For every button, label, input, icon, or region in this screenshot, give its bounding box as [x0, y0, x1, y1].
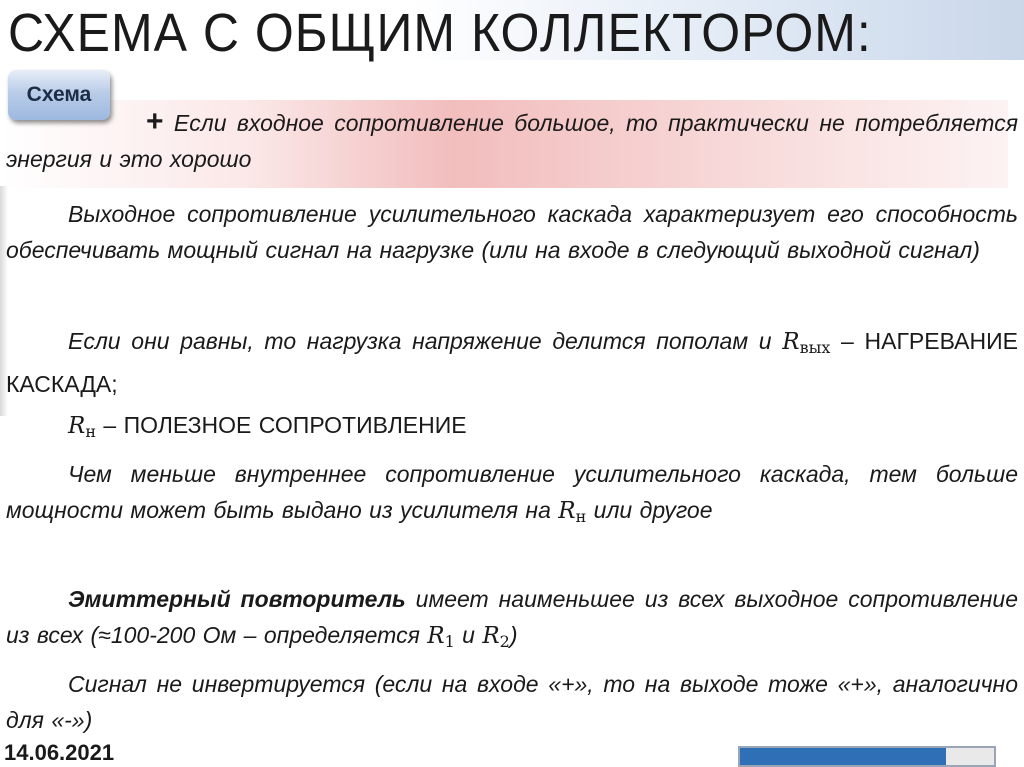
paragraph-text: ) [509, 622, 518, 648]
approx-sign: ≈ [98, 622, 111, 648]
schema-button[interactable]: Схема [8, 70, 110, 120]
paragraph-output-resistance [6, 196, 1018, 268]
paragraph-equal-resistance [6, 323, 1018, 402]
resistance-subscript: н [85, 422, 96, 441]
paragraph-internal-resistance [6, 456, 1018, 535]
paragraph-text: – определяется [236, 622, 428, 648]
paragraph-text: Если они равны, то нагрузка напряжение делится пополам и [68, 328, 783, 354]
paragraph-text: Если входное сопротивление большое, то практически не потребляется энергия и это хорошо [6, 110, 1018, 172]
footer-date: 14.06.2021 [4, 740, 115, 765]
resistance-subscript: 1 [444, 632, 455, 651]
paragraph-text: – НАГРЕВАНИЕ КАСКАДА; [6, 328, 1018, 397]
resistance-symbol: R [782, 329, 800, 355]
resistance-symbol: R [558, 498, 576, 524]
paragraph-text: Чем меньше внутреннее сопротивление усилительного каскада, тем больше мощности может быть выдано из усилителя на [6, 461, 1018, 523]
resistance-symbol: R [68, 413, 86, 439]
paragraph-text: Выходное сопротивление усилительного каскада характеризует его способность обеспечивать мощный сигнал на нагрузке (или на входе в следующий выходной сигнал) [6, 201, 1018, 263]
paragraph-emitter-follower [6, 581, 1018, 660]
paragraph-text: имеет наименьшее из всех выходное сопротивление из всех ( [6, 586, 1018, 648]
paragraph-input-resistance [6, 104, 1018, 177]
paragraph-text: Сигнал не инвертируется (если на входе «+», то на выходе тоже «+», аналогично для «-») [6, 671, 1018, 733]
slide-progress-fill [740, 748, 946, 765]
slide-progress-bar [738, 746, 996, 767]
resistance-subscript: н [575, 507, 587, 526]
resistance-symbol: R [482, 623, 500, 649]
paragraph-text: – ПОЛЕЗНОЕ СОПРОТИВЛЕНИЕ [96, 412, 467, 438]
plus-sign: + [146, 105, 164, 138]
paragraph-load-resistance [6, 407, 1018, 450]
emitter-follower-term: Эмиттерный повторитель [68, 586, 406, 612]
slide-title: СХЕМА С ОБЩИМ КОЛЛЕКТОРОМ: [8, 2, 872, 63]
resistance-symbol: R [427, 623, 445, 649]
paragraph-text: и [454, 622, 483, 648]
resistance-range: 100-200 Ом [110, 622, 237, 648]
paragraph-text: или другое [586, 497, 713, 523]
resistance-subscript: вых [799, 338, 831, 357]
resistance-subscript: 2 [499, 632, 510, 651]
paragraph-non-inverting [6, 666, 1018, 738]
